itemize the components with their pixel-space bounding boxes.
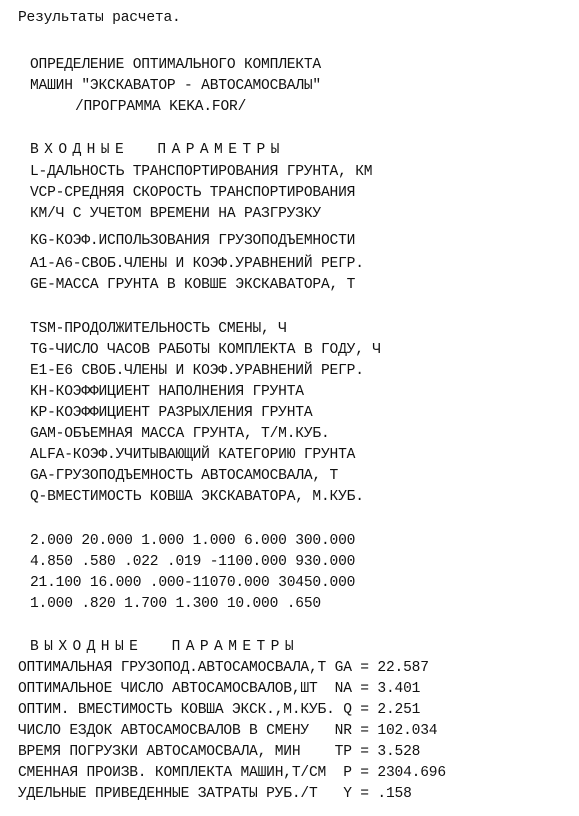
input-param-line: Q-ВМЕСТИМОСТЬ КОВША ЭКСКАВАТОРА, М.КУБ. [30, 489, 364, 505]
output-result-line: ОПТИМ. ВМЕСТИМОСТЬ КОВША ЭКСК.,М.КУБ. Q = 2.251 [18, 702, 421, 718]
input-param-line: E1-E6 СВОБ.ЧЛЕНЫ И КОЭФ.УРАВНЕНИЙ РЕГР. [30, 363, 364, 379]
results-header: Результаты расчета. [18, 10, 181, 26]
title-line-2: МАШИН "ЭКСКАВАТОР - АВТОСАМОСВАЛЫ" [30, 78, 321, 94]
input-param-line: ALFA-КОЭФ.УЧИТЫВАЮЩИЙ КАТЕГОРИЮ ГРУНТА [30, 447, 356, 463]
input-param-line: КМ/Ч С УЧЕТОМ ВРЕМЕНИ НА РАЗГРУЗКУ [30, 206, 321, 222]
output-result-line: ОПТИМАЛЬНОЕ ЧИСЛО АВТОСАМОСВАЛОВ,ШТ NA = 3.401 [18, 681, 421, 697]
input-param-line: VCP-СРЕДНЯЯ СКОРОСТЬ ТРАНСПОРТИРОВАНИЯ [30, 185, 356, 201]
input-param-line: GE-МАССА ГРУНТА В КОВШЕ ЭКСКАВАТОРА, Т [30, 277, 356, 293]
input-param-line: TSM-ПРОДОЛЖИТЕЛЬНОСТЬ СМЕНЫ, Ч [30, 321, 287, 337]
input-values-line: 4.850 .580 .022 .019 -1100.000 930.000 [30, 554, 356, 570]
output-result-line: СМЕННАЯ ПРОИЗВ. КОМПЛЕКТА МАШИН,Т/СМ P = 2304.696 [18, 765, 446, 781]
input-param-line: KH-КОЭФФИЦИЕНТ НАПОЛНЕНИЯ ГРУНТА [30, 384, 304, 400]
input-values-line: 1.000 .820 1.700 1.300 10.000 .650 [30, 596, 321, 612]
input-param-line: GA-ГРУЗОПОДЪЕМНОСТЬ АВТОСАМОСВАЛА, Т [30, 468, 339, 484]
output-result-line: ВРЕМЯ ПОГРУЗКИ АВТОСАМОСВАЛА, МИН TP = 3.528 [18, 744, 421, 760]
output-result-line: ОПТИМАЛЬНАЯ ГРУЗОПОД.АВТОСАМОСВАЛА,Т GA = 22.587 [18, 660, 429, 676]
input-values-line: 2.000 20.000 1.000 1.000 6.000 300.000 [30, 533, 356, 549]
input-param-line: KP-КОЭФФИЦИЕНТ РАЗРЫХЛЕНИЯ ГРУНТА [30, 405, 313, 421]
input-param-line: GAM-ОБЪЕМНАЯ МАССА ГРУНТА, Т/М.КУБ. [30, 426, 330, 442]
input-param-line: KG-КОЭФ.ИСПОЛЬЗОВАНИЯ ГРУЗОПОДЪЕМНОСТИ [30, 233, 356, 249]
input-param-line: L-ДАЛЬНОСТЬ ТРАНСПОРТИРОВАНИЯ ГРУНТА, КМ [30, 164, 373, 180]
input-param-line: A1-A6-СВОБ.ЧЛЕНЫ И КОЭФ.УРАВНЕНИЙ РЕГР. [30, 256, 364, 272]
output-result-line: УДЕЛЬНЫЕ ПРИВЕДЕННЫЕ ЗАТРАТЫ РУБ./Т Y = .158 [18, 786, 412, 802]
input-param-line: TG-ЧИСЛО ЧАСОВ РАБОТЫ КОМПЛЕКТА В ГОДУ, Ч [30, 342, 381, 358]
input-values-line: 21.100 16.000 .000-11070.000 30450.000 [30, 575, 356, 591]
input-heading: ВХОДНЫЕ ПАРАМЕТРЫ [30, 142, 285, 158]
output-result-line: ЧИСЛО ЕЗДОК АВТОСАМОСВАЛОВ В СМЕНУ NR = 102.034 [18, 723, 438, 739]
title-line-1: ОПРЕДЕЛЕНИЕ ОПТИМАЛЬНОГО КОМПЛЕКТА [30, 57, 321, 73]
title-line-3: /ПРОГРАММА KEKA.FOR/ [75, 99, 247, 115]
output-heading: ВЫХОДНЫЕ ПАРАМЕТРЫ [30, 639, 299, 655]
